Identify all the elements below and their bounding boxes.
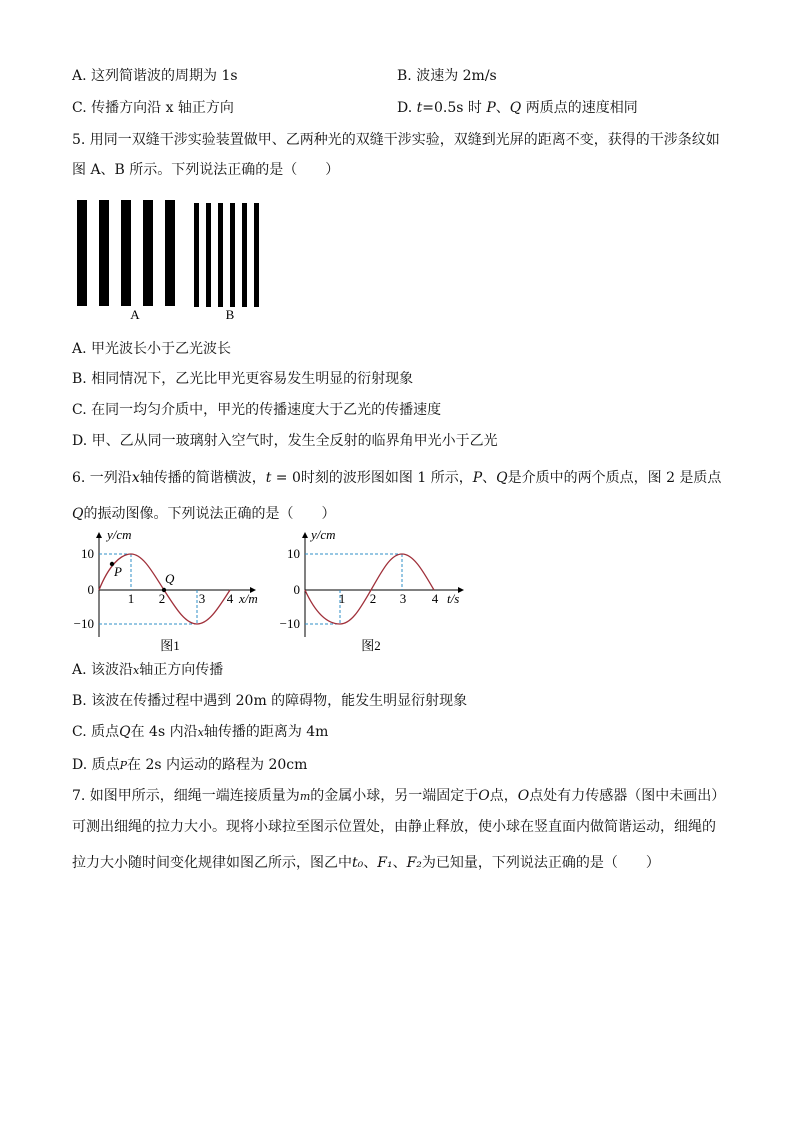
fig1-xtick-2: 2 [158, 591, 166, 606]
q4-option-d: D. t=0.5s 时 P、Q 两质点的速度相同 [397, 100, 638, 116]
q4-option-a: A. 这列简谐波的周期为 1s [72, 68, 238, 84]
fig1-ylabel: y/cm [107, 527, 132, 542]
q6-stem-line2: Q的振动图像。下列说法正确的是（ ） [72, 506, 336, 522]
q7-stem-line1: 7. 如图甲所示，细绳一端连接质量为m的金属小球，另一端固定于O点，O点处有力传感器（图中未画出） [72, 788, 726, 804]
q7-stem-line3: 拉力大小随时间变化规律如图乙所示，图乙中t₀、F₁、F₂为已知量，下列说法正确的是（ ） [72, 855, 660, 871]
fig1-ytick-10: 10 [81, 546, 94, 561]
fig1-label-q: Q [165, 571, 175, 586]
q7-stem-line2: 可测出细绳的拉力大小。现将小球拉至图示位置处，由静止释放，使小球在竖直面内做简谐运动，细绳的 [72, 819, 716, 835]
fig2-xtick-2: 2 [369, 591, 377, 606]
fig1-xlabel: x/m [239, 591, 258, 606]
fig1-xtick-1: 1 [127, 591, 135, 606]
fig1-caption: 图1 [160, 638, 180, 653]
fig1-ytick-0: 0 [87, 582, 94, 597]
fig2-ylabel: y/cm [311, 527, 336, 542]
q5-option-c: C. 在同一均匀介质中，甲光的传播速度大于乙光的传播速度 [72, 402, 442, 418]
fig1-ytick-neg10: −10 [73, 616, 94, 631]
fig1-xtick-4: 4 [226, 591, 234, 606]
q6-option-d: D. 质点P在 2s 内运动的路程为 20cm [72, 757, 308, 773]
q5-option-d: D. 甲、乙从同一玻璃射入空气时，发生全反射的临界角甲光小于乙光 [72, 433, 498, 449]
q6-option-a: A. 该波沿x轴正方向传播 [72, 662, 224, 678]
fig2-caption: 图2 [361, 638, 381, 653]
q5-option-a: A. 甲光波长小于乙光波长 [72, 341, 232, 357]
q4-option-b: B. 波速为 2m/s [397, 68, 497, 84]
fringes-label-b: B [225, 307, 235, 322]
fig2-ytick-neg10: −10 [279, 616, 300, 631]
q5-option-b: B. 相同情况下，乙光比甲光更容易发生明显的衍射现象 [72, 371, 414, 387]
vibration-curve [305, 554, 434, 624]
q5-stem-line1: 5. 用同一双缝干涉实验装置做甲、乙两种光的双缝干涉实验，双缝到光屏的距离不变，获得的干涉条纹如 [72, 132, 720, 148]
fig2-xtick-4: 4 [431, 591, 439, 606]
q6-option-c: C. 质点Q在 4s 内沿x轴传播的距离为 4m [72, 724, 329, 740]
interference-fringes-figure [70, 195, 270, 325]
q6-option-b: B. 该波在传播过程中遇到 20m 的障碍物，能发生明显衍射现象 [72, 693, 468, 709]
q4-option-c: C. 传播方向沿 x 轴正方向 [72, 100, 234, 116]
fig2-xtick-1: 1 [338, 591, 346, 606]
fringes-label-a: A [130, 307, 140, 322]
fringes-a [77, 200, 175, 306]
fringes-b [194, 203, 259, 307]
fig2-xlabel: t/s [447, 591, 460, 606]
vibration-graph-fig2 [279, 527, 470, 657]
fig2-ytick-0: 0 [293, 582, 300, 597]
fig1-label-p: P [114, 564, 122, 579]
fig2-ytick-10: 10 [287, 546, 300, 561]
fig2-xtick-3: 3 [399, 591, 407, 606]
wave-graph-fig1 [73, 527, 270, 657]
q5-stem-line2: 图 A、B 所示。下列说法正确的是（ ） [72, 162, 340, 178]
q6-stem-line1: 6. 一列沿x轴传播的简谐横波，t = 0时刻的波形图如图 1 所示，P、Q是介质中的两个质点，图 2 是质点 [72, 470, 722, 486]
fig1-xtick-3: 3 [198, 591, 206, 606]
